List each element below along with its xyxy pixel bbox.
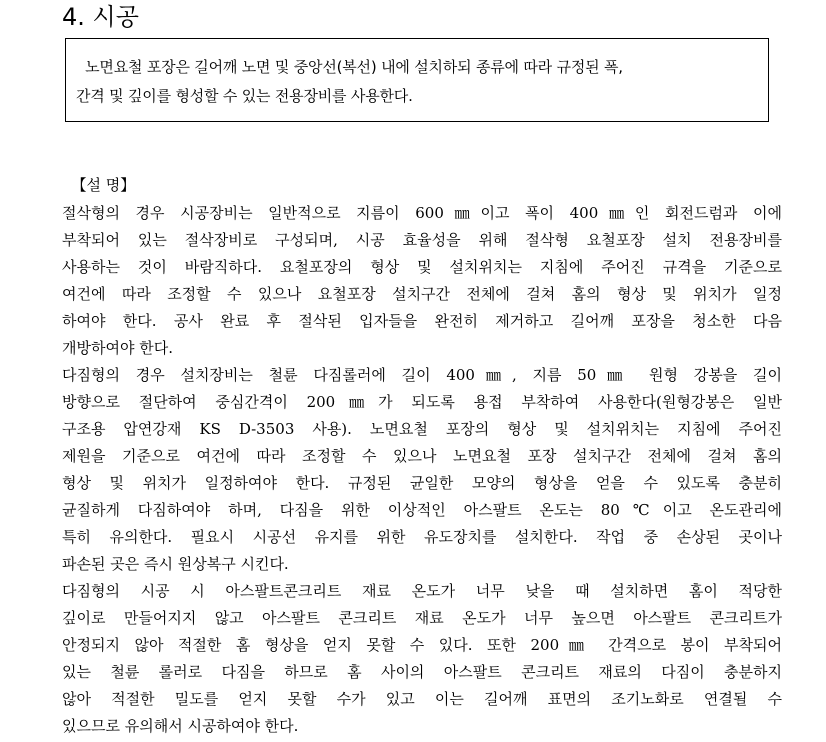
rule-line: 노면요철 포장은 길어깨 노면 및 중앙선(복선) 내에 설치하되 종류에 따라 규정된 폭, xyxy=(76,58,623,76)
explanation-section xyxy=(62,172,782,740)
explanation-line: 깊이로 만들어지지 않고 아스팔트 콘크리트 재료 온도가 너무 높으면 아스팔트 콘크리트가 xyxy=(62,609,782,627)
explanation-line: 부착되어 있는 절삭장비로 구성되며, 시공 효율성을 위해 절삭형 요철포장 설치 전용장비를 xyxy=(62,231,782,249)
section-heading: 4. 시공 xyxy=(62,3,139,31)
explanation-line: 있으므로 유의해서 시공하여야 한다. xyxy=(62,717,299,735)
explanation-line: 사용하는 것이 바람직하다. 요철포장의 형상 및 설치위치는 지침에 주어진 규격을 기준으로 xyxy=(62,258,782,276)
explanation-line: 다짐형의 시공 시 아스팔트콘크리트 재료 온도가 너무 낮을 때 설치하면 홈이 적당한 xyxy=(62,582,782,600)
explanation-line: 균질하게 다짐하여야 하며, 다짐을 위한 이상적인 아스팔트 온도는 80℃이고 온도관리에 xyxy=(62,501,782,519)
explanation-line: 제원을 기준으로 여건에 따라 조정할 수 있으나 노면요철 포장 설치구간 전체에 걸쳐 홈의 xyxy=(62,447,782,465)
rule-box xyxy=(65,38,769,122)
rule-line: 간격 및 깊이를 형성할 수 있는 전용장비를 사용한다. xyxy=(76,87,413,105)
explanation-line: 방향으로 절단하여 중심간격이 200㎜가 되도록 용접 부착하여 사용한다(원형강봉은 일반 xyxy=(62,393,782,411)
explanation-title: 【설 명】 xyxy=(62,176,136,194)
explanation-line: 절삭형의 경우 시공장비는 일반적으로 지름이 600㎜이고 폭이 400㎜인 회전드럼과 이에 xyxy=(62,204,782,222)
explanation-line: 있는 철륜 롤러로 다짐을 하므로 홈 사이의 아스팔트 콘크리트 재료의 다짐이 충분하지 xyxy=(62,663,782,681)
explanation-line: 하여야 한다. 공사 완료 후 절삭된 입자들을 완전히 제거하고 길어깨 포장을 청소한 다음 xyxy=(62,312,782,330)
explanation-line: 안정되지 않아 적절한 홈 형상을 얻지 못할 수 있다. 또한 200㎜ 간격으로 봉이 부착되어 xyxy=(62,636,782,654)
explanation-line: 다짐형의 경우 설치장비는 철륜 다짐롤러에 길이 400㎜, 지름 50㎜ 원형 강봉을 길이 xyxy=(62,366,782,384)
explanation-line: 개방하여야 한다. xyxy=(62,339,173,357)
explanation-line: 특히 유의한다. 필요시 시공선 유지를 위한 유도장치를 설치한다. 작업 중 손상된 곳이나 xyxy=(62,528,782,546)
explanation-line: 형상 및 위치가 일정하여야 한다. 규정된 균일한 모양의 형상을 얻을 수 있도록 충분히 xyxy=(62,474,782,492)
explanation-line: 구조용 압연강재 KS D-3503 사용). 노면요철 포장의 형상 및 설치위치는 지침에 주어진 xyxy=(62,420,782,438)
explanation-line: 않아 적절한 밀도를 얻지 못할 수가 있고 이는 길어깨 표면의 조기노화로 연결될 수 xyxy=(62,690,782,708)
explanation-line: 파손된 곳은 즉시 원상복구 시킨다. xyxy=(62,555,289,573)
explanation-line: 여건에 따라 조정할 수 있으나 요철포장 설치구간 전체에 걸쳐 홈의 형상 및 위치가 일정 xyxy=(62,285,782,303)
